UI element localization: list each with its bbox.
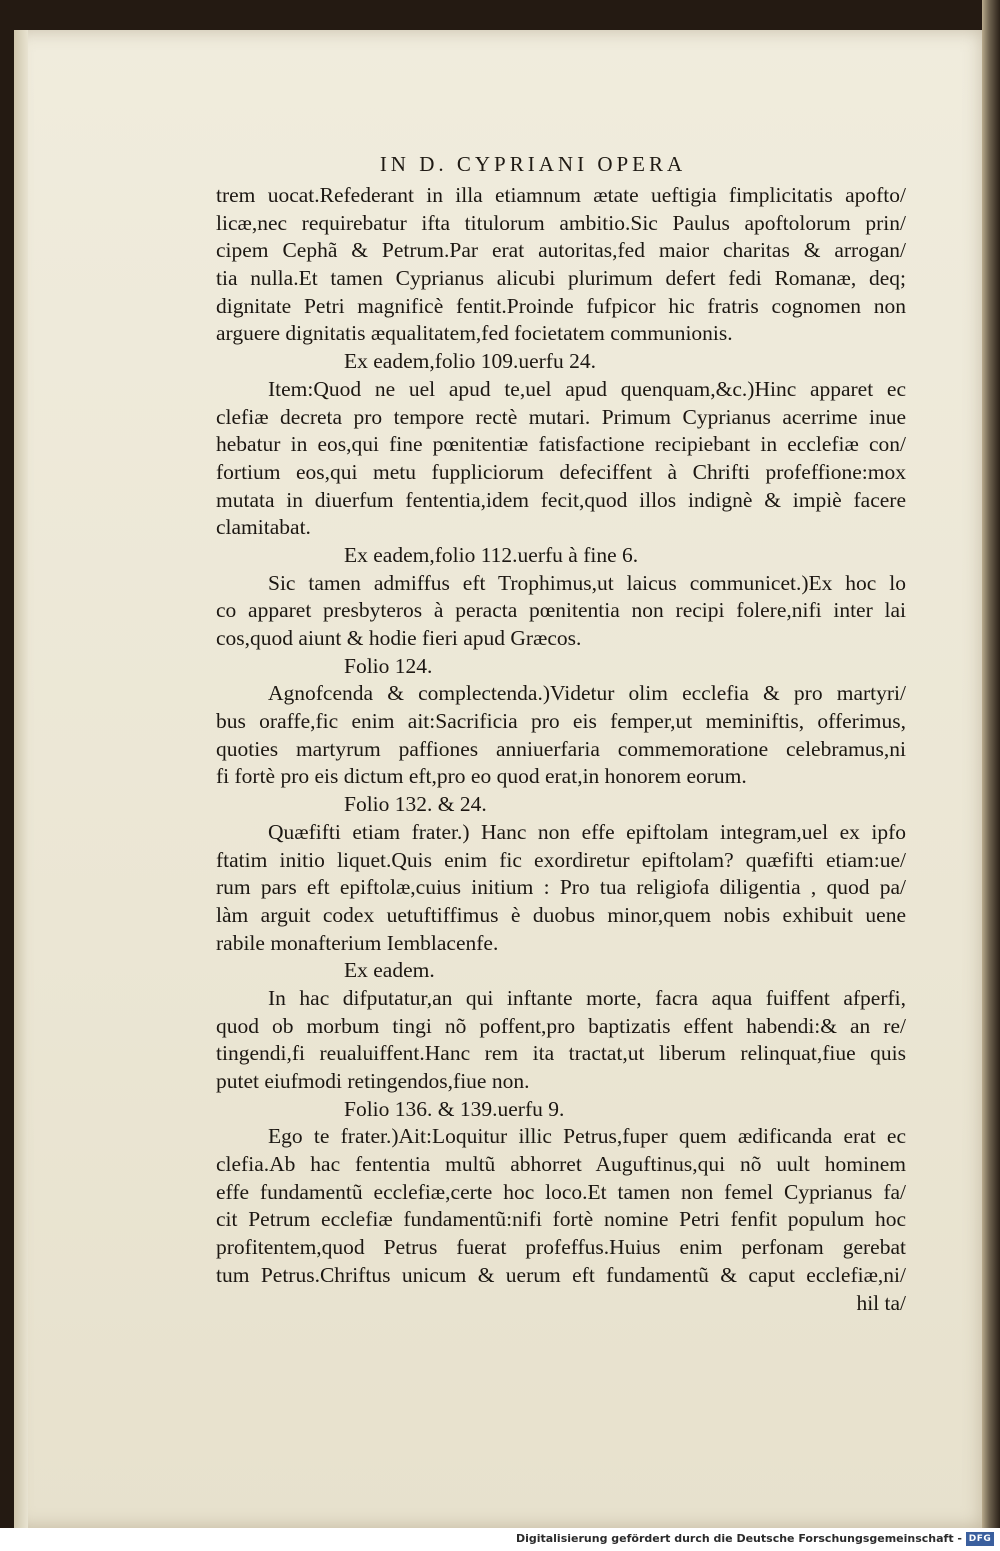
text-line: co apparet presbyteros à peracta pœnitentia non recipi folere,nifi inter lai: [216, 598, 906, 623]
text-line: Item:Quod ne uel apud te,uel apud quenquam,&c.)Hinc apparet ec: [268, 376, 906, 401]
text-line: bus oraffe,fic enim ait:Sacrificia pro eis femper,ut meminiftis, offerimus,: [216, 709, 906, 734]
text-line: Agnofcenda & complectenda.)Videtur olim ecclefia & pro martyri/: [268, 681, 906, 706]
text-line: cit Petrum ecclefiæ fundamentũ:nifi fortè nomine Petri fenfit populum hoc: [216, 1207, 906, 1232]
text-line: Ego te frater.)Ait:Loquitur illic Petrus,fuper quem ædificanda erat ec: [268, 1124, 906, 1149]
text-line: effe fundamentũ ecclefiæ,certe hoc loco.Et tamen non femel Cyprianus fa/: [216, 1179, 906, 1204]
page-binding-edge: [14, 30, 28, 1528]
text-line: licæ,nec requirebatur ifta titulorum ambitio.Sic Paulus apoftolorum prin/: [216, 210, 906, 235]
section-heading: Folio 136. & 139.uerfu 9.: [344, 1096, 565, 1121]
book-page: [14, 30, 982, 1528]
text-line: hil ta/: [856, 1290, 906, 1315]
text-line: quoties martyrum paffiones anniuerfaria commemoratione celebramus,ni: [216, 736, 906, 761]
text-line: làm arguit codex uetuftiffimus è duobus minor,quem nobis exhibuit uene: [216, 902, 906, 927]
text-line: clamitabat.: [216, 515, 311, 540]
text-line: hebatur in eos,qui fine pœnitentiæ fatisfactione recipiebant in ecclefiæ con/: [216, 432, 906, 457]
text-line: fortium eos,qui metu fuppliciorum defeciffent à Chrifti profeffione:mox: [216, 459, 906, 484]
footer-bar: [0, 1528, 1000, 1551]
text-line: tingendi,fi reualuiffent.Hanc rem ita tractat,ut liberum relinquat,fiue quis: [216, 1041, 906, 1066]
book-fore-edge: [982, 0, 1000, 1530]
section-heading: Ex eadem.: [344, 958, 435, 983]
text-line: putet eiufmodi retingendos,fiue non.: [216, 1069, 530, 1093]
running-head: IN D. CYPRIANI OPERA: [379, 152, 687, 176]
text-line: quod ob morbum tingi nõ poffent,pro baptizatis effent habendi:& an re/: [216, 1013, 906, 1038]
text-line: mutata in diuerfum fententia,idem fecit,quod illos indignè & impiè facere: [216, 487, 906, 512]
text-line: rabile monafterium Iemblacenfe.: [216, 930, 499, 955]
text-line: cos,quod aiunt & hodie fieri apud Græcos.: [216, 626, 582, 650]
text-line: arguere dignitatis æqualitatem,fed focietatem communionis.: [216, 321, 733, 346]
footer-credit: Digitalisierung gefördert durch die Deutsche Forschungsgemeinschaft -: [515, 1532, 962, 1545]
text-line: Quæfifti etiam frater.) Hanc non effe epiftolam integram,uel ex ipfo: [268, 819, 906, 844]
text-line: dignitate Petri magnificè fentit.Proinde fufpicor hic fratris cognomen non: [216, 293, 906, 318]
section-heading: Folio 124.: [344, 653, 433, 678]
text-line: clefiæ decreta pro tempore rectè mutari. Primum Cyprianus acerrime inue: [216, 404, 906, 429]
text-line: tum Petrus.Chriftus unicum & uerum eft fundamentũ & caput ecclefiæ,ni/: [216, 1262, 906, 1287]
dfg-logo-icon: DFG: [966, 1532, 994, 1546]
section-heading: Folio 132. & 24.: [344, 792, 487, 817]
text-line: tia nulla.Et tamen Cyprianus alicubi plurimum defert fedi Romanæ, deq;: [216, 266, 906, 291]
text-line: profitentem,quod Petrus fuerat profeffus.Huius enim perfonam gerebat: [216, 1235, 906, 1260]
text-block: [216, 182, 906, 1317]
text-line: clefia.Ab hac fententia multũ abhorret Auguftinus,qui nõ uult hominem: [216, 1152, 906, 1177]
text-line: In hac difputatur,an qui inftante morte, facra aqua fuiffent afperfi,: [268, 985, 906, 1010]
text-line: trem uocat.Refederant in illa etiamnum ætate ueftigia fimplicitatis apofto/: [216, 183, 906, 207]
text-line: rum pars eft epiftolæ,cuius initium : Pro tua religiofa diligentia , quod pa/: [216, 875, 906, 900]
text-line: ftatim initio liquet.Quis enim fic exordiretur epiftolam? quæfifti etiam:ue/: [216, 847, 906, 872]
section-heading: Ex eadem,folio 112.uerfu à fine 6.: [344, 542, 639, 567]
section-heading: Ex eadem,folio 109.uerfu 24.: [344, 349, 596, 374]
text-line: cipem Cephã & Petrum.Par erat autoritas,fed maior charitas & arrogan/: [216, 238, 906, 263]
text-line: Sic tamen admiffus eft Trophimus,ut laicus communicet.)Ex hoc lo: [268, 570, 906, 595]
text-line: fi fortè pro eis dictum eft,pro eo quod erat,in honorem eorum.: [216, 764, 747, 789]
